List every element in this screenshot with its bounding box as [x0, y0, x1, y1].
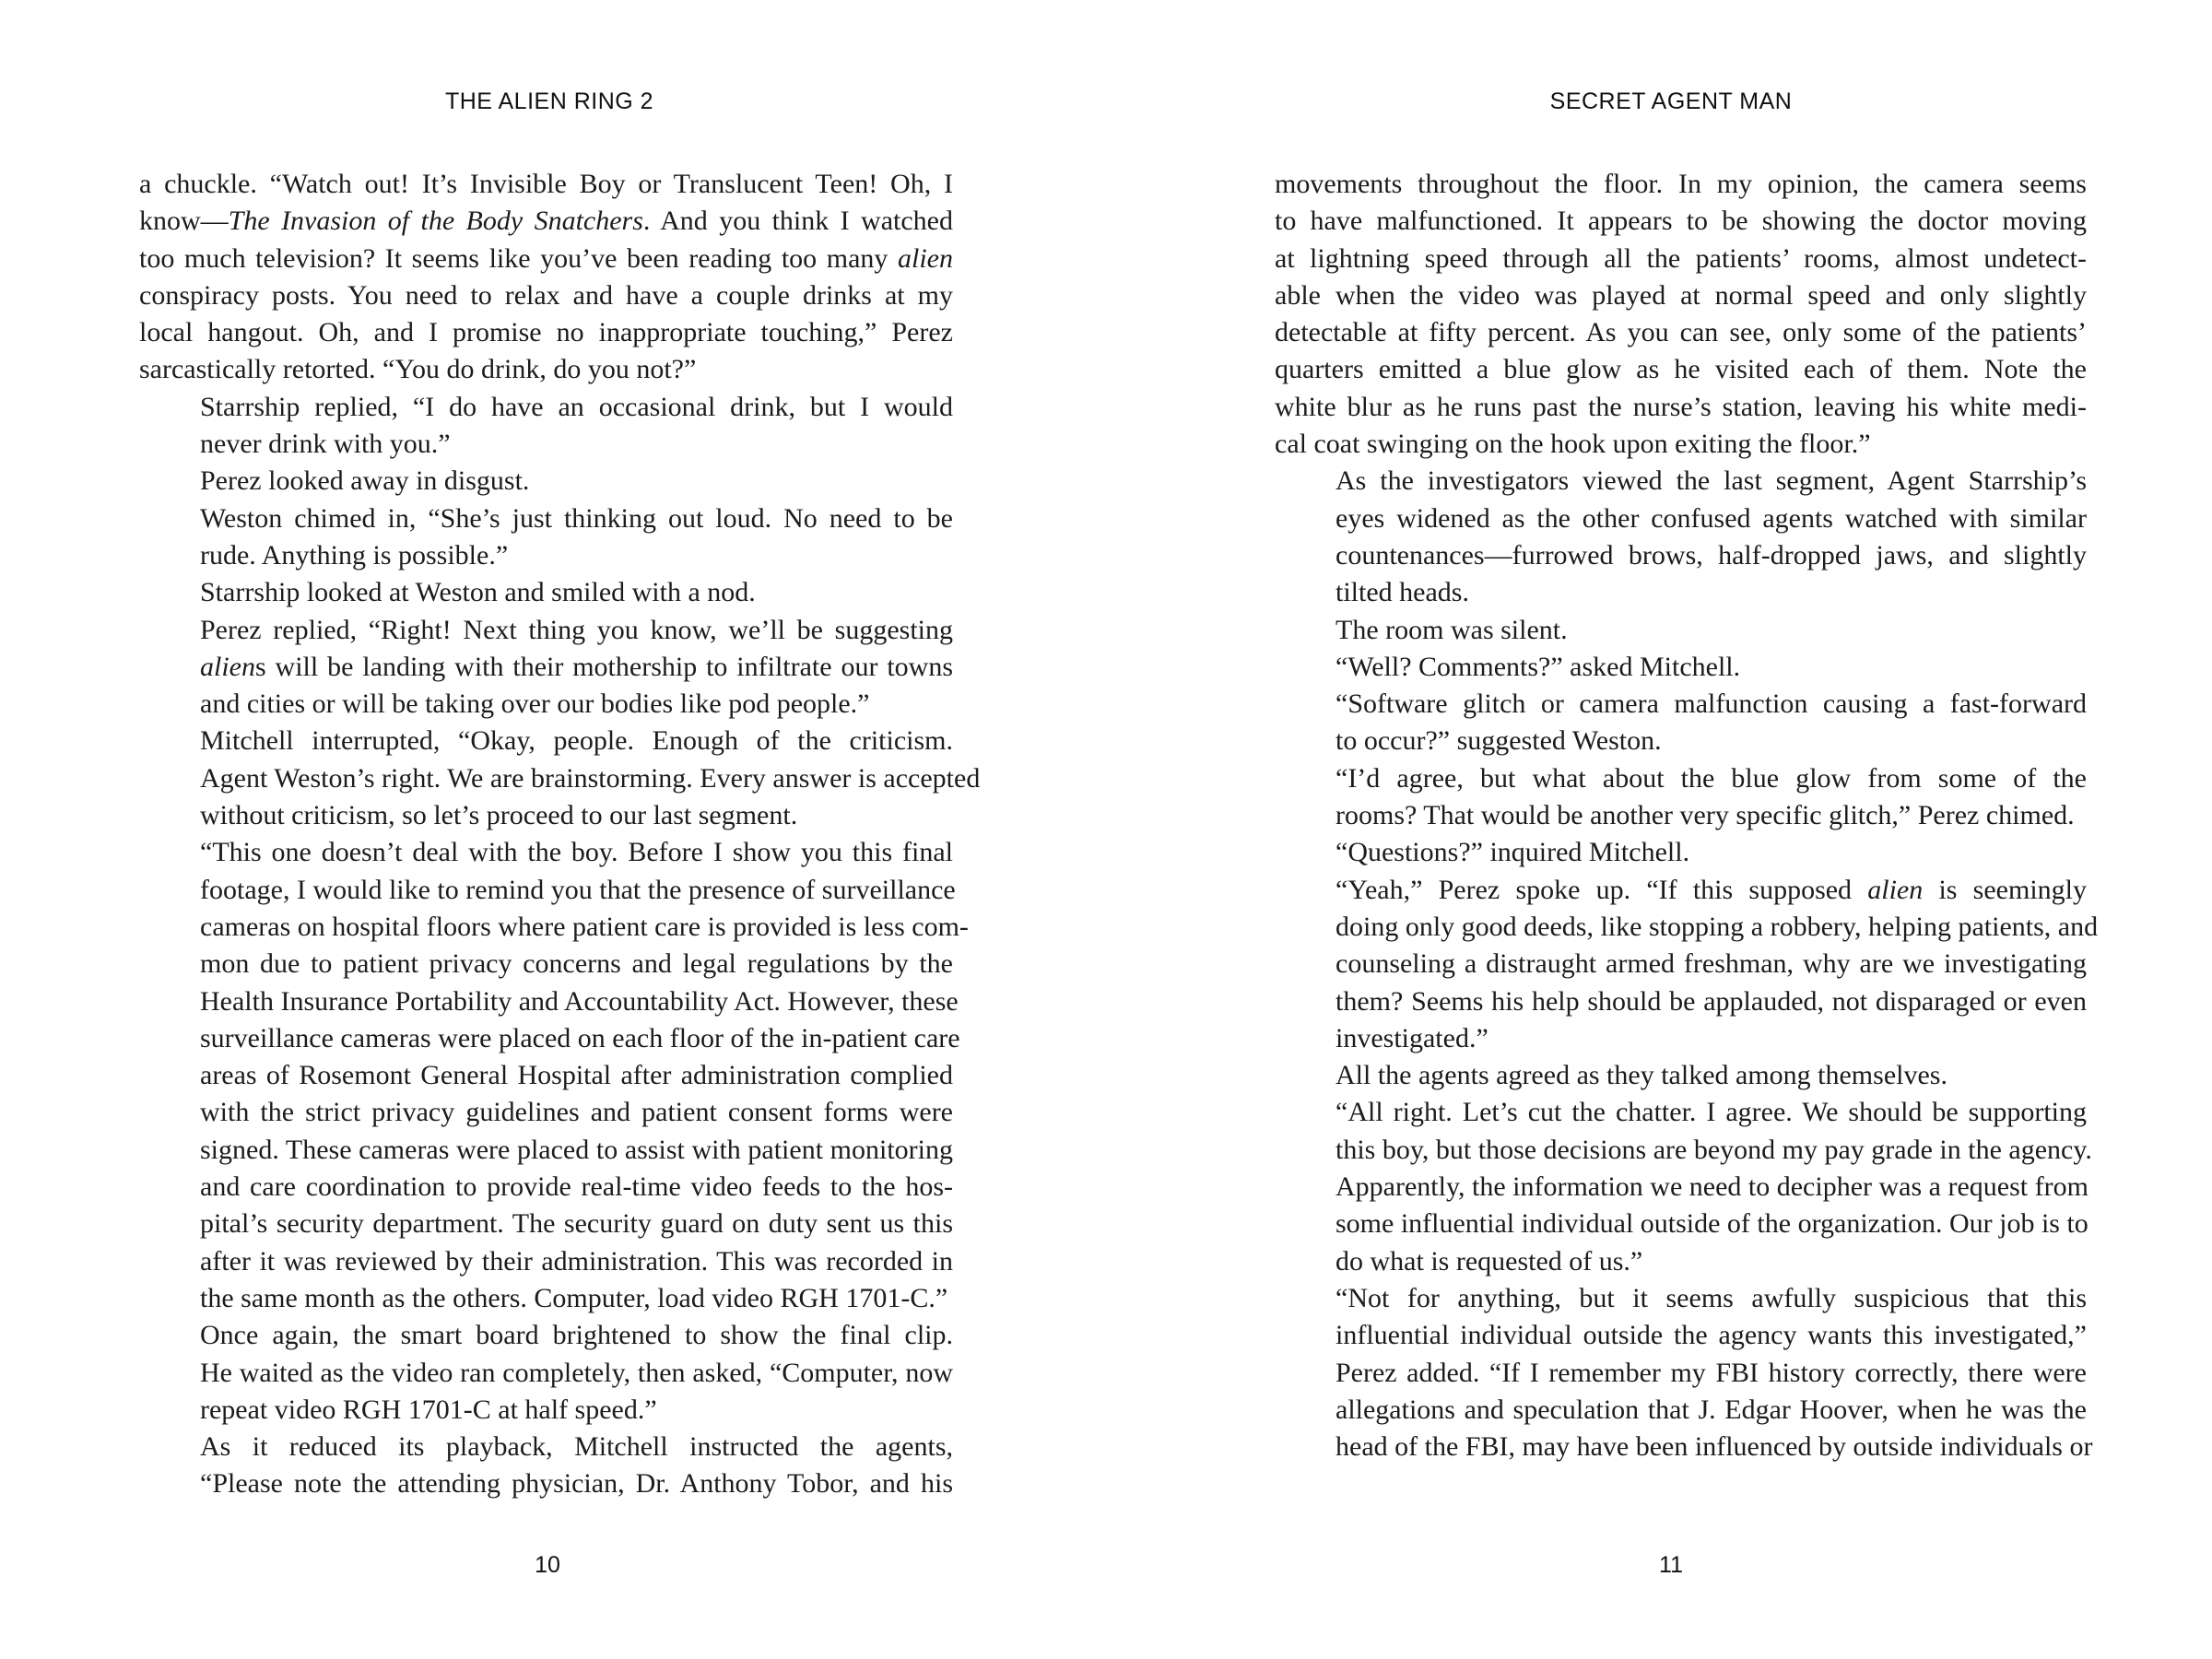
text-line: “Please note the attending physician, Dr. Anthony Tobor, and his — [200, 1468, 953, 1500]
text-line: head of the FBI, may have been influenced by outside individuals or — [1335, 1431, 2093, 1463]
text-line: surveillance cameras were placed on each floor of the in-patient care — [200, 1022, 960, 1053]
text-line: Weston chimed in, “She’s just thinking out loud. No need to be — [200, 502, 953, 534]
text-line: conspiracy posts. You need to relax and have a couple drinks at my — [139, 279, 953, 311]
paragraph — [139, 723, 981, 834]
paragraph — [1275, 834, 2087, 871]
text-line: too much television? It seems like you’ve been reading too many alien — [139, 242, 953, 274]
right-page — [1106, 0, 2212, 1659]
text-line: Perez added. “If I remember my FBI history correctly, there were — [1335, 1357, 2087, 1388]
text-line: a chuckle. “Watch out! It’s Invisible Boy or Translucent Teen! Oh, I — [139, 169, 953, 199]
text-line: He waited as the video ran completely, then asked, “Computer, now — [200, 1357, 953, 1388]
text-line: them? Seems his help should be applauded, not disparaged or even — [1335, 985, 2087, 1017]
text-line: to occur?” suggested Weston. — [1335, 725, 1662, 757]
text-line: Starrship replied, “I do have an occasional drink, but I would — [200, 391, 953, 422]
paragraph — [139, 389, 953, 464]
text-line: “Yeah,” Perez spoke up. “If this supposed alien is seemingly — [1335, 874, 2087, 905]
paragraph — [139, 463, 953, 500]
text-line: able when the video was played at normal speed and only slightly — [1275, 279, 2087, 311]
text-line: do what is requested of us.” — [1335, 1245, 1643, 1277]
paragraph — [1275, 872, 2099, 1057]
text-line: with the strict privacy guidelines and patient consent forms were — [200, 1097, 953, 1128]
text-line: cameras on hospital floors where patient care is provided is less com- — [200, 911, 969, 942]
text-line: Apparently, the information we need to decipher was a request from — [1335, 1171, 2088, 1203]
paragraph — [1275, 760, 2087, 835]
text-line: areas of Rosemont General Hospital after administration complied — [200, 1060, 953, 1091]
text-line: eyes widened as the other confused agents watched with similar — [1335, 502, 2087, 534]
paragraph — [1275, 463, 2087, 611]
text-line: tilted heads. — [1335, 577, 1469, 608]
text-line: sarcastically retorted. “You do drink, do you not?” — [139, 354, 697, 385]
paragraph — [1275, 612, 2087, 649]
text-line: after it was reviewed by their administration. This was recorded in — [200, 1245, 953, 1277]
text-line: As the investigators viewed the last segment, Agent Starrship’s — [1335, 465, 2087, 497]
text-line: Perez looked away in disgust. — [200, 465, 530, 497]
text-line: investigated.” — [1335, 1022, 1488, 1053]
text-line: As it reduced its playback, Mitchell instructed the agents, — [200, 1431, 953, 1463]
text-line: aliens will be landing with their mothership to infiltrate our towns — [200, 651, 953, 682]
text-line: counseling a distraught armed freshman, why are we investigating — [1335, 948, 2087, 980]
text-line: influential individual outside the agency wants this investigated,” — [1335, 1320, 2087, 1351]
text-line: Once again, the smart board brightened to show the final clip. — [200, 1320, 953, 1351]
text-line: countenances—furrowed brows, half-dropped jaws, and slightly — [1335, 539, 2087, 571]
text-line: Agent Weston’s right. We are brainstorming. Every answer is accepted — [200, 762, 981, 794]
text-line: All the agents agreed as they talked among themselves. — [1335, 1060, 1947, 1091]
paragraph — [139, 574, 953, 611]
page-number: 11 — [1659, 1552, 1683, 1578]
text-line: doing only good deeds, like stopping a robbery, helping patients, and — [1335, 911, 2099, 942]
text-line: “This one doesn’t deal with the boy. Before I show you this final — [200, 837, 953, 868]
text-line: repeat video RGH 1701-C at half speed.” — [200, 1394, 657, 1425]
text-line: rude. Anything is possible.” — [200, 539, 509, 571]
text-line: signed. These cameras were placed to assist with patient monitoring — [200, 1134, 953, 1165]
paragraph — [1275, 1094, 2092, 1279]
paragraph — [1275, 166, 2087, 463]
text-line: “Not for anything, but it seems awfully suspicious that this — [1335, 1282, 2087, 1313]
text-line: without criticism, so let’s proceed to our last segment. — [200, 800, 798, 831]
text-line: the same month as the others. Computer, load video RGH 1701-C.” — [200, 1282, 948, 1313]
text-line: Starrship looked at Weston and smiled with a nod. — [200, 577, 756, 608]
paragraph — [139, 1429, 953, 1503]
text-line: movements throughout the floor. In my opinion, the camera seems — [1275, 169, 2087, 199]
text-line: Mitchell interrupted, “Okay, people. Enough of the criticism. — [200, 725, 953, 757]
paragraph — [139, 166, 953, 389]
text-line: “All right. Let’s cut the chatter. I agree. We should be supporting — [1335, 1097, 2087, 1128]
text-line: and care coordination to provide real-time video feeds to the hos- — [200, 1171, 953, 1203]
text-line: “Software glitch or camera malfunction causing a fast-forward — [1335, 688, 2087, 720]
text-line: footage, I would like to remind you that the presence of surveillance — [200, 874, 956, 905]
text-line: detectable at fifty percent. As you can see, only some of the patients’ — [1275, 317, 2087, 348]
text-line: know—The Invasion of the Body Snatchers. And you think I watched — [139, 206, 953, 237]
text-line: Health Insurance Portability and Accountability Act. However, these — [200, 985, 959, 1017]
text-line: cal coat swinging on the hook upon exiting the floor.” — [1275, 429, 1871, 460]
text-line: pital’s security department. The security guard on duty sent us this — [200, 1208, 953, 1240]
text-line: quarters emitted a blue glow as he visited each of them. Note the — [1275, 354, 2087, 385]
text-line: rooms? That would be another very specific glitch,” Perez chimed. — [1335, 800, 2075, 831]
paragraph — [139, 612, 953, 724]
text-line: local hangout. Oh, and I promise no inappropriate touching,” Perez — [139, 317, 953, 348]
paragraph — [1275, 1057, 2087, 1094]
text-line: Perez replied, “Right! Next thing you know, we’ll be suggesting — [200, 614, 953, 645]
page-number: 10 — [535, 1552, 560, 1578]
body-text — [139, 166, 981, 1503]
text-line: never drink with you.” — [200, 429, 451, 460]
text-line: at lightning speed through all the patients’ rooms, almost undetect- — [1275, 242, 2087, 274]
text-line: some influential individual outside of the organization. Our job is to — [1335, 1208, 2088, 1240]
text-line: The room was silent. — [1335, 614, 1568, 645]
text-line: “Questions?” inquired Mitchell. — [1335, 837, 1690, 868]
text-line: “I’d agree, but what about the blue glow from some of the — [1335, 762, 2087, 794]
paragraph — [1275, 1280, 2093, 1465]
paragraph — [1275, 649, 2087, 686]
running-head: THE ALIEN RING 2 — [444, 88, 654, 114]
paragraph — [139, 500, 953, 575]
paragraph — [139, 1317, 953, 1429]
text-line: this boy, but those decisions are beyond my pay grade in the agency. — [1335, 1134, 2092, 1165]
paragraph — [1275, 686, 2087, 760]
text-line: and cities or will be taking over our bodies like pod people.” — [200, 688, 870, 720]
text-line: allegations and speculation that J. Edgar Hoover, when he was the — [1335, 1394, 2087, 1425]
text-line: “Well? Comments?” asked Mitchell. — [1335, 651, 1741, 682]
paragraph — [139, 834, 969, 1317]
text-line: mon due to patient privacy concerns and legal regulations by the — [200, 948, 953, 980]
body-text — [1275, 166, 2099, 1465]
text-line: white blur as he runs past the nurse’s station, leaving his white medi- — [1275, 391, 2087, 422]
running-head: SECRET AGENT MAN — [1549, 88, 1793, 114]
text-line: to have malfunctioned. It appears to be showing the doctor moving — [1275, 206, 2087, 237]
